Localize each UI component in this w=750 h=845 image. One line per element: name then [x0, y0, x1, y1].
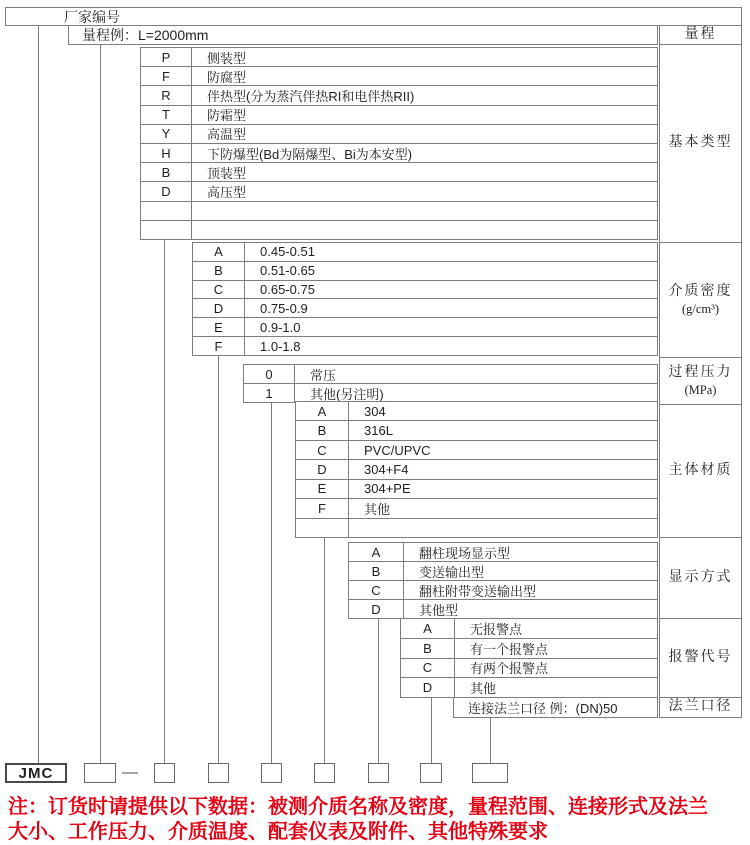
table-row [296, 519, 657, 537]
desc-cell: 其他型 [419, 602, 459, 618]
desc-cell: 0.51-0.65 [260, 263, 315, 279]
desc-cell: 翻柱现场显示型 [419, 545, 511, 561]
code-cell: D [141, 182, 192, 200]
desc-cell: 0.75-0.9 [260, 300, 308, 316]
table-row [401, 639, 657, 659]
table-row [296, 460, 657, 479]
code-cell: 0 [244, 365, 295, 383]
code-cell: F [296, 499, 349, 517]
section-table-medium-density [192, 242, 658, 356]
leader-line [218, 356, 219, 763]
flange-size-text: 连接法兰口径 例：(DN)50 [468, 701, 618, 716]
desc-cell: 304+PE [364, 481, 411, 497]
table-row [296, 402, 657, 421]
section-table-alarm-code [400, 618, 658, 698]
code-cell: E [193, 318, 245, 336]
label-text: 介质密度 [668, 283, 733, 299]
section-label-cell [659, 242, 742, 358]
section-table-basic-type [140, 47, 658, 240]
table-row [141, 182, 657, 201]
leader-line [164, 240, 165, 763]
code-box [84, 763, 116, 783]
table-row [349, 562, 657, 581]
range-example-box [68, 25, 658, 45]
code-cell [296, 519, 349, 537]
code-cell: C [349, 581, 404, 599]
code-cell: D [349, 600, 404, 618]
desc-cell: 0.45-0.51 [260, 244, 315, 260]
code-cell: A [193, 243, 245, 261]
table-row [401, 659, 657, 679]
code-cell: B [193, 262, 245, 280]
code-box [261, 763, 282, 783]
table-row [193, 318, 657, 337]
desc-cell: 高压型 [207, 185, 247, 201]
table-row [296, 421, 657, 440]
desc-cell [192, 202, 657, 220]
label-text: 基本类型 [668, 135, 733, 151]
desc-cell [349, 519, 657, 537]
desc-cell: 0.9-1.0 [260, 319, 301, 335]
label-text: 量程 [684, 26, 717, 42]
table-row [296, 480, 657, 499]
leader-line [100, 45, 101, 763]
section-label-cell [659, 404, 742, 538]
section-table-body-material [295, 401, 658, 538]
code-cell: B [401, 639, 455, 658]
table-row [296, 441, 657, 460]
leader-line [431, 698, 432, 763]
code-cell: C [296, 441, 349, 459]
code-cell: B [349, 562, 404, 580]
table-row [141, 144, 657, 163]
code-cell: 1 [244, 384, 295, 402]
code-box [472, 763, 508, 783]
table-row [349, 600, 657, 618]
table-row [141, 125, 657, 144]
order-note [8, 795, 748, 845]
desc-cell: 304 [364, 403, 386, 419]
code-cell: H [141, 144, 192, 162]
table-row [193, 299, 657, 318]
code-cell: Y [141, 125, 192, 143]
note-line-2: 大小、工作压力、介质温度、配套仪表及附件、其他特殊要求 [8, 821, 548, 843]
code-cell: P [141, 48, 192, 66]
code-cell: C [193, 281, 245, 299]
leader-line [490, 718, 491, 763]
table-row [141, 163, 657, 182]
flange-size-row [453, 697, 658, 718]
code-cell [141, 221, 192, 239]
table-row [193, 262, 657, 281]
desc-cell: 翻柱附带变送输出型 [419, 583, 537, 599]
section-label-cell [659, 537, 742, 619]
desc-cell: 316L [364, 423, 393, 439]
section-label-cell [659, 357, 742, 405]
code-cell: A [349, 543, 404, 561]
section-label-cell [659, 697, 742, 718]
code-cell: B [296, 421, 349, 439]
desc-cell: 304+F4 [364, 461, 409, 477]
section-label-cell [659, 44, 742, 243]
code-cell: F [193, 337, 245, 355]
factory-number-label: 厂家编号 [64, 8, 120, 25]
code-cell: D [193, 299, 245, 317]
code-cell: A [401, 619, 455, 638]
desc-cell: 其他 [364, 501, 391, 517]
desc-cell: 高温型 [207, 127, 247, 143]
table-row [193, 337, 657, 355]
table-row [401, 619, 657, 639]
model-prefix-label: JMC [18, 764, 54, 782]
section-label-cell [659, 25, 742, 45]
table-row [141, 106, 657, 125]
code-cell: T [141, 106, 192, 124]
table-row [141, 221, 657, 239]
label-text: (MPa) [684, 382, 717, 397]
table-row [349, 581, 657, 600]
code-box [368, 763, 389, 783]
code-cell: D [296, 460, 349, 478]
label-text: (g/cm³) [681, 301, 720, 316]
label-text: 主体材质 [668, 462, 733, 478]
table-row [401, 678, 657, 697]
code-box [154, 763, 175, 783]
label-text: 过程压力 [668, 364, 733, 380]
table-row [296, 499, 657, 518]
leader-line [378, 619, 379, 763]
code-cell: D [401, 678, 455, 697]
code-box [420, 763, 442, 783]
note-line-1: 注：订货时请提供以下数据：被测介质名称及密度，量程范围、连接形式及法兰 [8, 796, 708, 818]
separator-dash: — [122, 764, 138, 781]
code-box [314, 763, 335, 783]
desc-cell: 变送输出型 [419, 564, 485, 580]
desc-cell: 侧装型 [207, 50, 247, 66]
section-label-cell [659, 618, 742, 698]
section-table-process-pressure [243, 364, 658, 403]
code-cell: F [141, 67, 192, 85]
desc-cell: 有两个报警点 [470, 661, 549, 677]
label-text: 报警代号 [668, 649, 733, 665]
desc-cell: 常压 [310, 367, 337, 383]
table-row [141, 202, 657, 221]
code-cell [141, 202, 192, 220]
label-text: 显示方式 [668, 569, 733, 585]
table-row [141, 67, 657, 86]
code-box [208, 763, 229, 783]
table-row [244, 365, 657, 384]
code-cell: A [296, 402, 349, 420]
desc-cell: 其他(另注明) [310, 386, 384, 402]
code-cell: B [141, 163, 192, 181]
code-cell: E [296, 480, 349, 498]
desc-cell: 下防爆型(Bd为隔爆型、Bi为本安型) [207, 146, 413, 162]
table-row [349, 543, 657, 562]
desc-cell: 无报警点 [470, 621, 523, 637]
code-cell: R [141, 86, 192, 104]
desc-cell: 其他 [470, 681, 497, 697]
code-cell: C [401, 659, 455, 678]
model-prefix-box [5, 763, 67, 783]
table-row [244, 384, 657, 402]
table-row [193, 281, 657, 300]
table-row [141, 48, 657, 67]
desc-cell: 防霜型 [207, 108, 247, 124]
table-row [141, 86, 657, 105]
label-text: 法兰口径 [668, 699, 733, 715]
leader-line [271, 402, 272, 763]
desc-cell: 伴热型(分为蒸汽伴热RI和电伴热RII) [207, 89, 415, 105]
desc-cell: 顶装型 [207, 165, 247, 181]
desc-cell: PVC/UPVC [364, 442, 431, 458]
desc-cell: 有一个报警点 [470, 641, 549, 657]
range-example-label: 量程例：L=2000mm [82, 27, 209, 43]
leader-line [324, 538, 325, 763]
desc-cell [192, 221, 657, 239]
leader-line [38, 25, 39, 763]
desc-cell: 0.65-0.75 [260, 282, 315, 298]
table-row [193, 243, 657, 262]
desc-cell: 防腐型 [207, 69, 247, 85]
section-table-display-mode [348, 542, 658, 619]
desc-cell: 1.0-1.8 [260, 338, 301, 354]
factory-number-box [5, 7, 742, 26]
